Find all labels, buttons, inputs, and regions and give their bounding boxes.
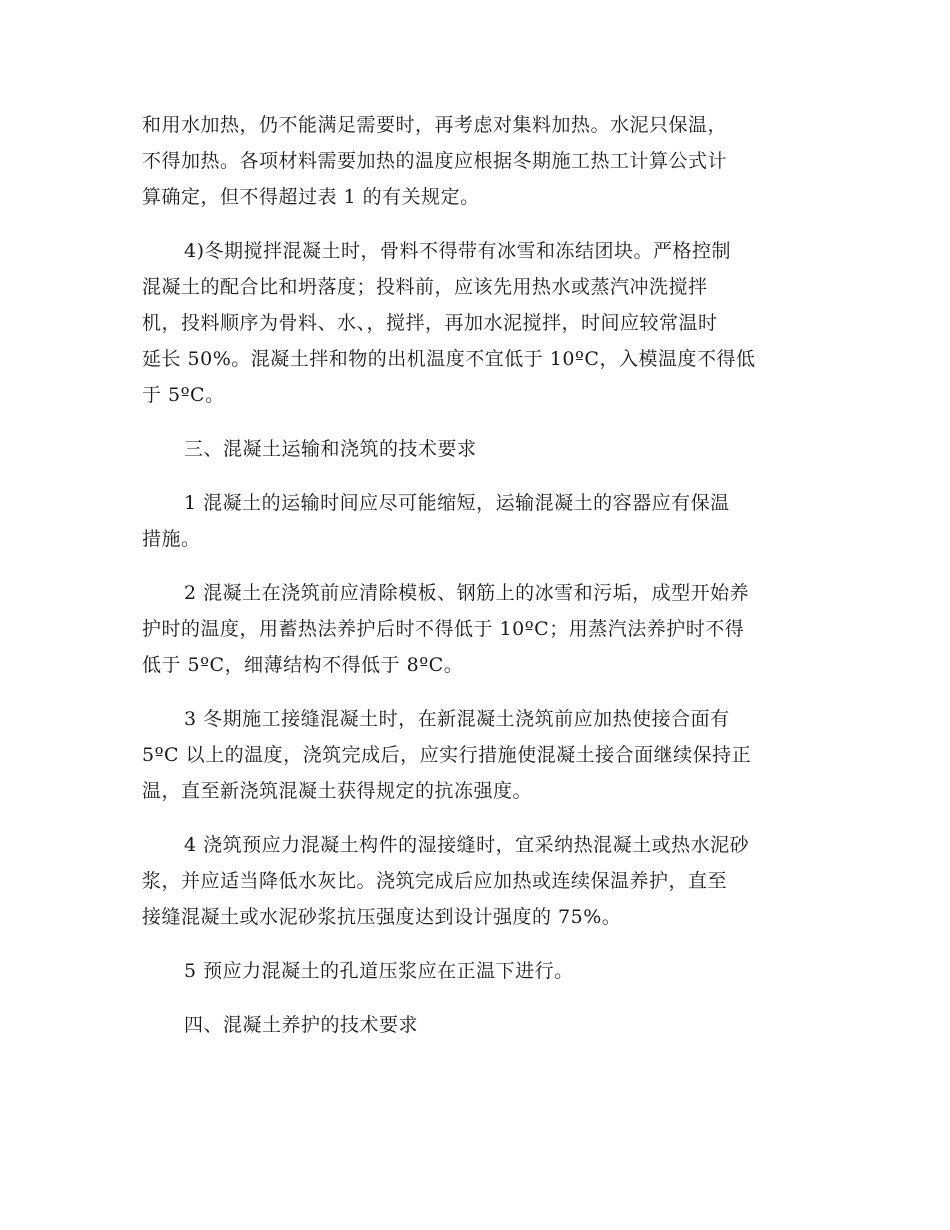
text-line: 4 浇筑预应力混凝土构件的湿接缝时，宜采纳热混凝土或热水泥砂 xyxy=(184,834,750,856)
text-line: 低于 5ºC，细薄结构不得低于 8ºC。 xyxy=(142,654,464,676)
text-line: 不得加热。各项材料需要加热的温度应根据冬期施工热工计算公式计 xyxy=(142,150,728,172)
text-line: 接缝混凝土或水泥砂浆抗压强度达到设计强度的 75%。 xyxy=(142,906,622,928)
text-line: 机，投料顺序为骨料、水、，搅拌，再加水泥搅拌，时间应较常温时 xyxy=(142,312,718,334)
section-heading-curing xyxy=(142,1007,807,1043)
paragraph-winter-mixing xyxy=(142,233,807,413)
text-line: 措施。 xyxy=(142,528,201,550)
document-body xyxy=(142,107,807,1061)
text-line: 和用水加热，仍不能满足需要时，再考虑对集料加热。水泥只保温， xyxy=(142,114,728,136)
text-line: 5 预应力混凝土的孔道压浆应在正温下进行。 xyxy=(184,960,574,982)
text-line: 算确定，但不得超过表 1 的有关规定。 xyxy=(142,186,480,208)
text-line: 3 冬期施工接缝混凝土时，在新混凝土浇筑前应加热使接合面有 xyxy=(184,708,730,730)
text-line: 1 混凝土的运输时间应尽可能缩短，运输混凝土的容器应有保温 xyxy=(184,492,730,514)
text-line: 浆，并应适当降低水灰比。浇筑完成后应加热或连续保温养护，直至 xyxy=(142,870,728,892)
text-line: 2 混凝土在浇筑前应清除模板、钢筋上的冰雪和污垢，成型开始养 xyxy=(184,582,750,604)
section-heading-transport xyxy=(142,431,807,467)
text-line: 5ºC 以上的温度，浇筑完成后，应实行措施使混凝土接合面继续保持正 xyxy=(142,744,752,766)
paragraph-transport-time xyxy=(142,485,807,557)
text-line: 于 5ºC。 xyxy=(142,384,225,406)
heading-text: 三、混凝土运输和浇筑的技术要求 xyxy=(184,438,477,460)
paragraph-prestressed-joint xyxy=(142,827,807,935)
text-line: 温，直至新浇筑混凝土获得规定的抗冻强度。 xyxy=(142,780,533,802)
text-line: 4)冬期搅拌混凝土时，骨料不得带有冰雪和冻结团块。严格控制 xyxy=(184,240,732,262)
paragraph-joint-concrete xyxy=(142,701,807,809)
heading-text: 四、混凝土养护的技术要求 xyxy=(184,1014,419,1036)
paragraph-pouring-clean xyxy=(142,575,807,683)
text-line: 混凝土的配合比和坍落度；投料前，应该先用热水或蒸汽冲洗搅拌 xyxy=(142,276,708,298)
paragraph-duct-grouting xyxy=(142,953,807,989)
text-line: 延长 50%。混凝土拌和物的出机温度不宜低于 10ºC，入模温度不得低 xyxy=(142,348,756,370)
paragraph-heating-continued xyxy=(142,107,807,215)
text-line: 护时的温度，用蓄热法养护后时不得低于 10ºC；用蒸汽法养护时不得 xyxy=(142,618,745,640)
